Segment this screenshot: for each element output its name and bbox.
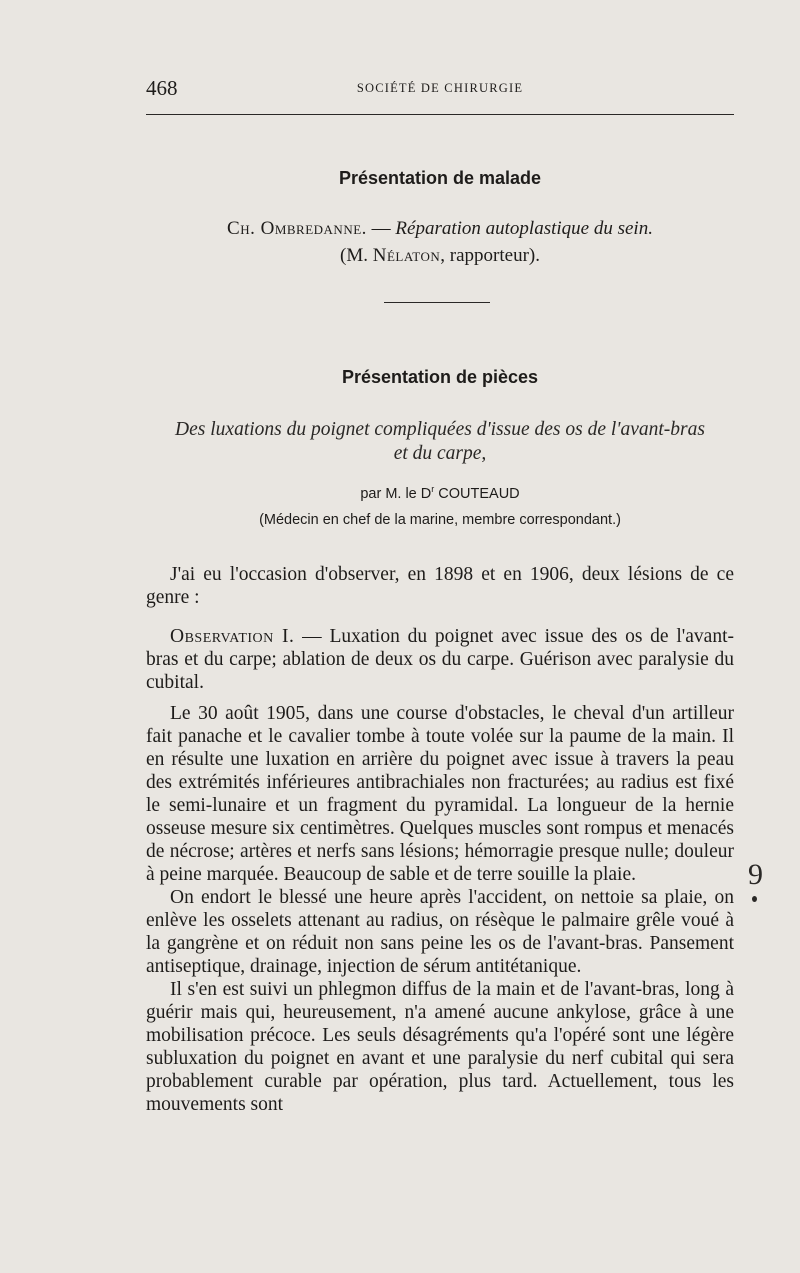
observation-label: Observation I. [170,626,295,647]
observation-paragraph [146,625,734,694]
article-title-line1: Des luxations du poignet compliquées d'issue des os de l'avant-bras [175,419,705,440]
body-text [146,563,734,1116]
presentation-entry [146,218,734,240]
body-paragraph: Le 30 août 1905, dans une course d'obstacles, le cheval d'un artilleur fait panache et le cavalier tombe à toute volée sur la paume de la main. Il en résulte une luxation en arrière du poignet avec issue à travers la peau des extrémités inférieures antibrachiales non fracturées; au radius est fixé le semi-lunaire et un fragment du pyramidal. La longueur de la hernie osseuse mesure six centimètres. Quelques muscles sont rompus et menacés de nécrose; artères et nerfs sans lésions; hémorragie presque nulle; douleur à peine marquée. Beaucoup de sable et de terre souille la plaie. [146,703,734,885]
intro-paragraph: J'ai eu l'occasion d'observer, en 1898 et en 1906, deux lésions de ce genre : [146,564,734,608]
author-name: Ch. Ombredanne. [227,218,367,239]
entry-dash: — [366,218,396,239]
entry-title: Réparation autoplastique du sein. [395,218,653,239]
byline-author: COUTEAUD [434,485,520,502]
section-heading-pieces: Présentation de pièces [341,367,539,387]
header-rule [146,114,734,115]
byline-superscript: r [431,484,435,494]
section-divider [384,302,490,303]
observation-dash: — [294,626,330,647]
rapporteur-line [146,245,734,267]
article-title-line2: et du carpe, [393,443,487,464]
body-paragraph: On endort le blessé une heure après l'accident, on nettoie sa plaie, on enlève les osselets attenant au radius, on résèque le palmaire grêle voué à la gangrène et on réduit non sans peine les os de l'avant-bras. Pansement antiseptique, drainage, injection de sérum antitétanique. [146,887,734,977]
margin-annotation: 9 [748,858,763,891]
page-number: 468 [146,76,178,100]
section-heading-malade: Présentation de malade [338,168,542,188]
margin-dot [752,896,757,902]
rapporteur-suffix: , rapporteur). [440,245,540,266]
page-header [146,74,734,104]
rapporteur-name: Nélaton [372,245,441,266]
affiliation: (Médecin en chef de la marine, membre correspondant.) [259,512,621,528]
byline-prefix: par M. le D [360,485,432,502]
observation-summary: Luxation du poignet avec issue des os de l'avant-bras et du carpe; ablation de deux os du carpe. Guérison avec paralysie du cubital. [146,626,735,693]
byline [146,484,734,502]
rapporteur-prefix: (M. [340,245,373,266]
running-head: SOCIÉTÉ DE CHIRURGIE [356,81,524,95]
body-paragraph: Il s'en est suivi un phlegmon diffus de la main et de l'avant-bras, long à guérir mais qui, heureusement, n'a amené aucune ankylose, grâce à une mobilisation précoce. Les seuls désagréments qu'a l'opéré sont une légère subluxation du poignet en avant et une paralysie du nerf cubital qui sera probablement curable par opération, plus tard. Actuellement, tous les mouvements sont [146,979,734,1115]
